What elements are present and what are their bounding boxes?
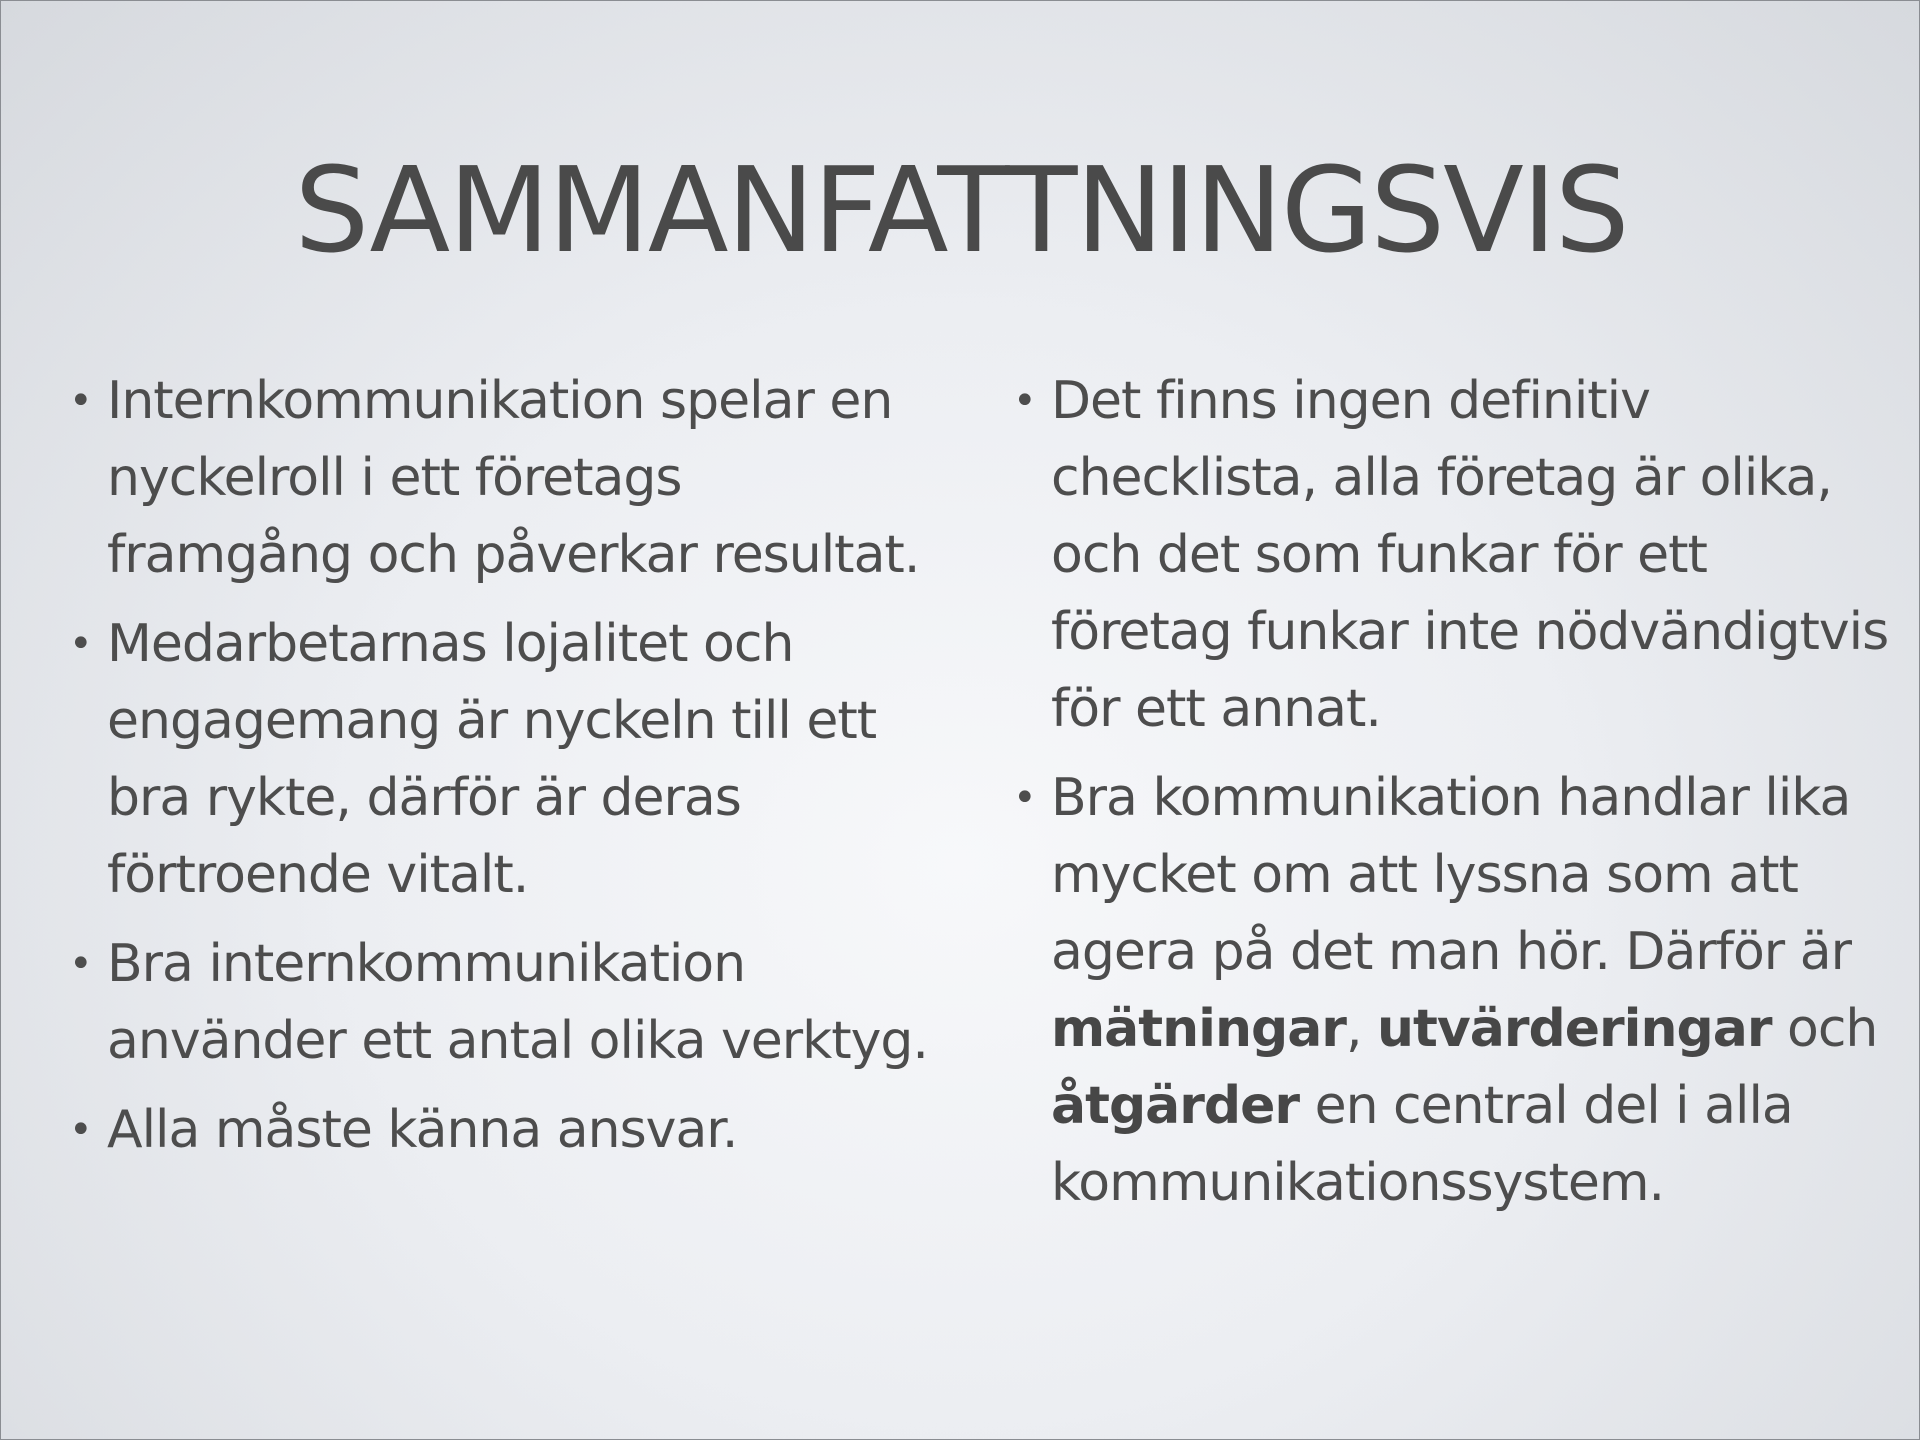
bullet-icon: • [69, 941, 92, 987]
slide-title: SAMMANFATTNINGSVIS [294, 141, 1628, 279]
bullet-text: Det finns ingen definitiv checklista, alla företag är olika, och det som funkar för ett företag funkar inte nödvändigtvis för ett annat. [1051, 371, 1889, 739]
right-bullet-list [1013, 363, 1893, 1234]
bullet-icon: • [69, 621, 92, 667]
list-item [69, 926, 929, 1080]
bullet-text: Bra internkommunikation använder ett antal olika verktyg. [107, 934, 928, 1071]
emphasis-matningar: mätningar [1051, 999, 1346, 1059]
emphasis-utvarderingar: utvärderingar [1377, 999, 1772, 1059]
left-bullet-list [69, 363, 929, 1181]
list-item [1013, 760, 1893, 1222]
bullet-icon: • [69, 1107, 92, 1153]
bullet-icon: • [1013, 378, 1036, 424]
bullet-icon: • [69, 378, 92, 424]
bullet-text: Internkommunikation spelar en nyckelroll i ett företags framgång och påverkar resultat. [107, 371, 920, 585]
text-segment: , [1345, 999, 1378, 1059]
list-item [1013, 363, 1893, 748]
bullet-text [1051, 768, 1877, 1213]
bullet-text: Alla måste känna ansvar. [107, 1100, 738, 1160]
list-item [69, 363, 929, 594]
list-item [69, 606, 929, 914]
emphasis-atgarder: åtgärder [1051, 1076, 1300, 1136]
bullet-icon: • [1013, 775, 1036, 821]
list-item [69, 1092, 929, 1169]
text-segment: en central del i alla kommunikationssystem. [1051, 1076, 1793, 1213]
text-segment: Bra kommunikation handlar lika mycket om att lyssna som att agera på det man hör. Därför är [1051, 768, 1851, 982]
text-segment: och [1771, 999, 1878, 1059]
bullet-text: Medarbetarnas lojalitet och engagemang är nyckeln till ett bra rykte, därför är deras förtroende vitalt. [107, 614, 877, 905]
